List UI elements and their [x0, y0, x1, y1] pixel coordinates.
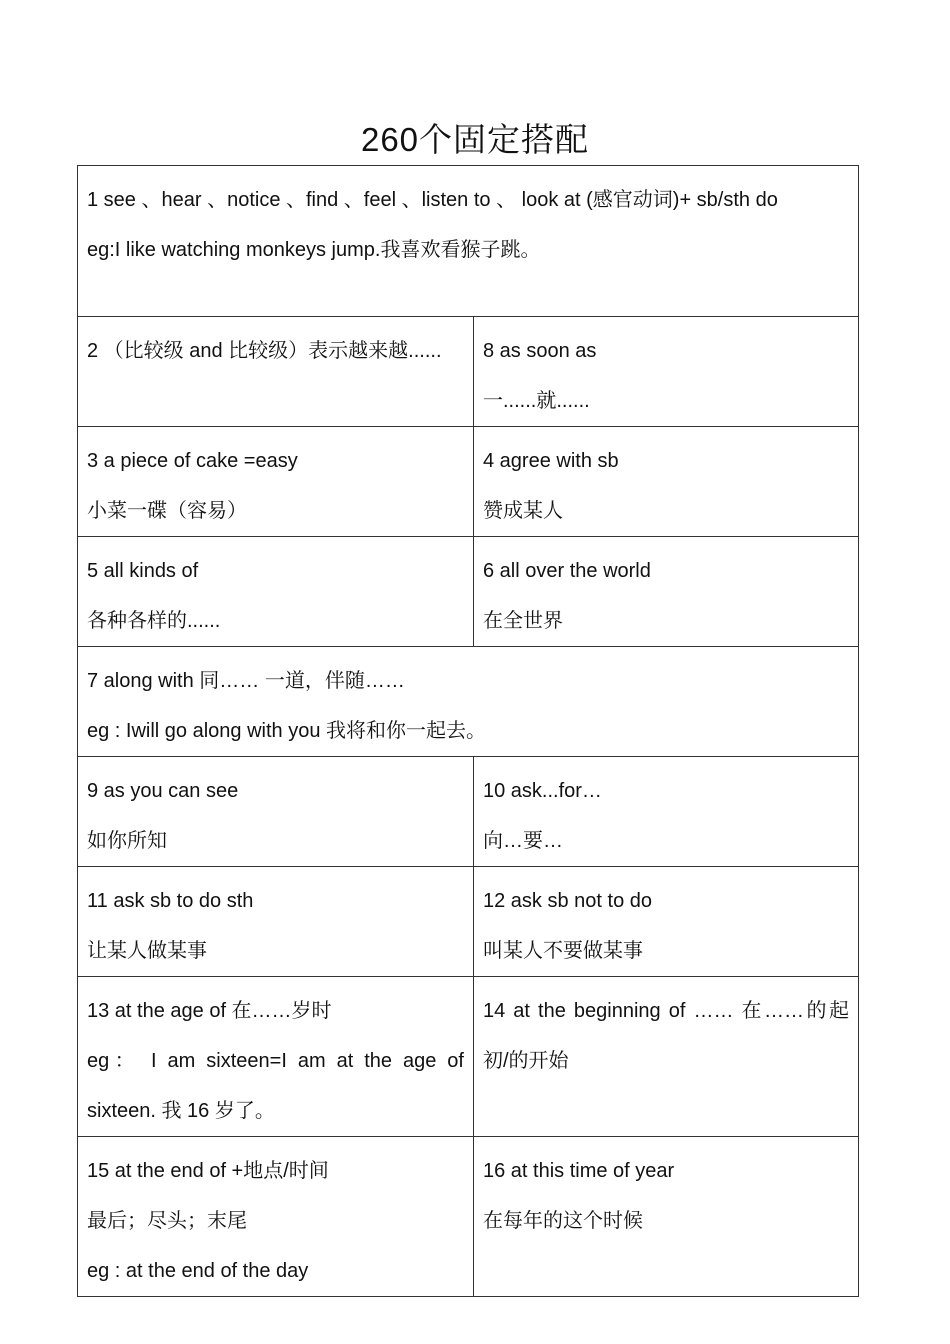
cell-line: 6 all over the world: [483, 560, 651, 582]
cell-line: 16 at this time of year: [483, 1160, 675, 1182]
table-cell: [78, 867, 474, 977]
cell-line: 在全世界: [483, 610, 563, 632]
cell-line: 一......就......: [483, 390, 590, 412]
table-row: [78, 427, 859, 537]
table-cell: [78, 1137, 474, 1297]
cell-line: 8 as soon as: [483, 340, 597, 362]
cell-line: 让某人做某事: [87, 940, 207, 962]
cell-line: eg:I like watching monkeys jump.我喜欢看猴子跳。: [87, 239, 541, 261]
table-row: [78, 317, 859, 427]
table-cell: [78, 977, 474, 1137]
table-row: [78, 867, 859, 977]
table-cell: [78, 647, 859, 757]
cell-line: eg： I am sixteen=I am at the age of sixteen. 我 16 岁了。: [87, 1050, 464, 1122]
cell-line: eg : at the end of the day: [87, 1260, 309, 1282]
cell-line: 14 at the beginning of …… 在……的起初/的开始: [483, 1000, 849, 1072]
cell-line: 如你所知: [87, 830, 167, 852]
cell-line: 3 a piece of cake =easy: [87, 450, 298, 472]
cell-line: 向…要…: [483, 830, 563, 852]
cell-line: 12 ask sb not to do: [483, 890, 653, 912]
table-row: [78, 647, 859, 757]
table-cell: [78, 166, 859, 317]
table-cell: [474, 977, 859, 1137]
table-cell: [78, 537, 474, 647]
table-row: [78, 757, 859, 867]
table-cell: [474, 537, 859, 647]
table-cell: [474, 317, 859, 427]
table-cell: [474, 427, 859, 537]
cell-line: 赞成某人: [483, 500, 563, 522]
table-cell: [474, 757, 859, 867]
cell-line: 11 ask sb to do sth: [87, 890, 254, 912]
cell-line: 各种各样的......: [87, 610, 221, 632]
table-row: [78, 166, 859, 317]
cell-line: 15 at the end of +地点/时间: [87, 1160, 329, 1182]
table-cell: [474, 867, 859, 977]
cell-line: 7 along with 同…… 一道，伴随……: [87, 670, 405, 692]
cell-line: 叫某人不要做某事: [483, 940, 643, 962]
table-row: [78, 537, 859, 647]
cell-line: eg : Iwill go along with you 我将和你一起去。: [87, 720, 487, 742]
table-cell: [78, 757, 474, 867]
table-row: [78, 1137, 859, 1297]
cell-line: 9 as you can see: [87, 780, 239, 802]
table-cell: [78, 317, 474, 427]
cell-line: 最后；尽头；末尾: [87, 1210, 247, 1232]
page-title: 260个固定搭配: [360, 121, 590, 158]
cell-line: 4 agree with sb: [483, 450, 619, 472]
table-row: [78, 977, 859, 1137]
phrase-table: [77, 165, 859, 1297]
table-cell: [474, 1137, 859, 1297]
cell-line: 小菜一碟（容易）: [87, 500, 247, 522]
table-cell: [78, 427, 474, 537]
cell-line: 13 at the age of 在……岁时: [87, 1000, 332, 1022]
cell-line: 在每年的这个时候: [483, 1210, 643, 1232]
cell-line: 1 see 、hear 、notice 、find 、feel 、listen to 、 look at (感官动词)+ sb/sth do: [87, 189, 778, 211]
cell-line: 5 all kinds of: [87, 560, 199, 582]
cell-line: 10 ask...for…: [483, 780, 602, 802]
cell-line: 2 （比较级 and 比较级）表示越来越......: [87, 340, 442, 362]
